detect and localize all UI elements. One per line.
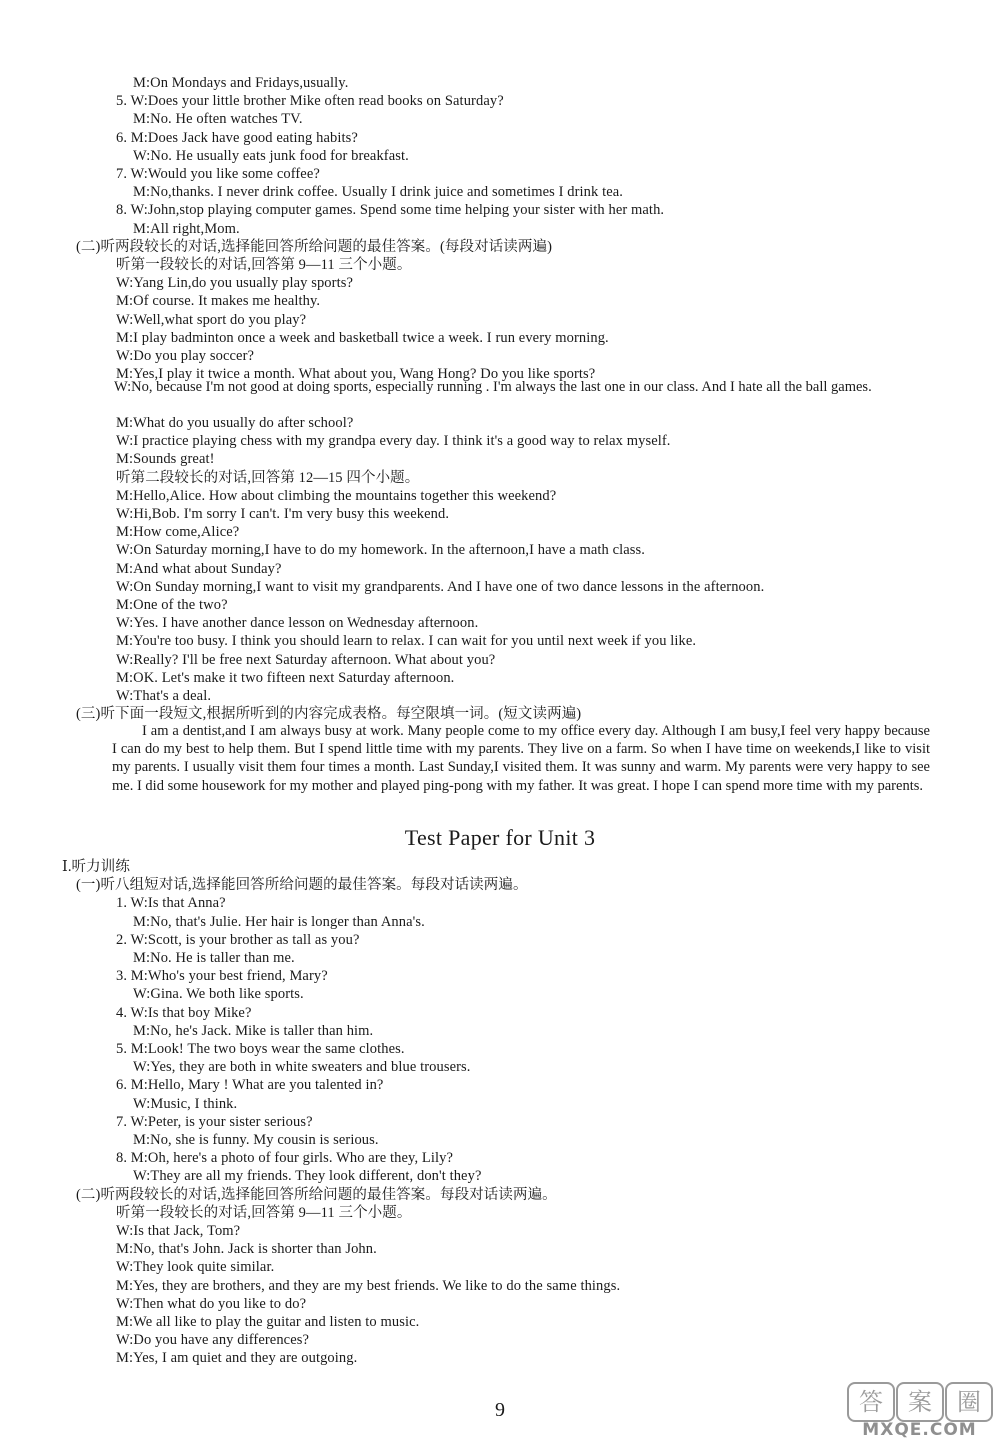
text-line: W:Is that Jack, Tom? xyxy=(116,1223,241,1239)
text-line: M:How come,Alice? xyxy=(116,524,240,541)
text-line: M:OK. Let's make it two fifteen next Saturday afternoon. xyxy=(116,669,455,686)
text-line: M:Of course. It makes me healthy. xyxy=(116,293,321,310)
text-line: M:Hello,Alice. How about climbing the mountains together this weekend? xyxy=(116,487,557,504)
text-line: 5. M:Look! The two boys wear the same clothes. xyxy=(116,1041,405,1057)
text-line: W:Gina. We both like sports. xyxy=(133,986,304,1003)
text-line: 2. W:Scott, is your brother as tall as you? xyxy=(116,931,360,948)
text-line: (三)听下面一段短文,根据所听到的内容完成表格。每空限填一词。(短文读两遍) xyxy=(76,706,582,723)
text-line: M:On Mondays and Fridays,usually. xyxy=(133,75,349,91)
text-line: W:Music, I think. xyxy=(133,1095,238,1112)
text-line: W:On Saturday morning,I have to do my homework. In the afternoon,I have a math class. xyxy=(116,542,646,559)
text-line: W:They look quite similar. xyxy=(116,1259,275,1276)
text-line: M:What do you usually do after school? xyxy=(116,415,354,431)
text-line: 听第一段较长的对话,回答第 9—11 三个小题。 xyxy=(116,1204,412,1221)
text-line: (二)听两段较长的对话,选择能回答所给问题的最佳答案。(每段对话读两遍) xyxy=(76,238,553,255)
text-line: W:Do you play soccer? xyxy=(116,348,255,364)
text-line: W:On Sunday morning,I want to visit my grandparents. And I have one of two dance lessons in the afternoon. xyxy=(116,578,765,595)
text-line: M:No, that's Julie. Her hair is longer than Anna's. xyxy=(133,913,425,930)
unit-title: Test Paper for Unit 3 xyxy=(404,825,596,850)
text-line: W:Yes, they are both in white sweaters and blue trousers. xyxy=(133,1059,471,1076)
text-line: W:Yang Lin,do you usually play sports? xyxy=(116,275,353,292)
text-line: M:Yes, I am quiet and they are outgoing. xyxy=(116,1350,358,1367)
text-line: W:Do you have any differences? xyxy=(116,1332,310,1349)
text-line: W:No. He usually eats junk food for breakfast. xyxy=(133,147,409,164)
watermark-char: 答 xyxy=(847,1382,895,1422)
text-line: 7. W:Peter, is your sister serious? xyxy=(116,1113,313,1130)
text-line: 4. W:Is that boy Mike? xyxy=(116,1004,252,1021)
text-line: M:We all like to play the guitar and listen to music. xyxy=(116,1314,420,1330)
text-line: M:No. He often watches TV. xyxy=(133,111,303,128)
text-line: 6. M:Does Jack have good eating habits? xyxy=(116,129,358,146)
text-line: M:Yes,I play it twice a month. What about you, Wang Hong? Do you like sports? xyxy=(116,366,596,383)
text-line: W:Yes. I have another dance lesson on Wednesday afternoon. xyxy=(116,615,479,632)
text-line: 6. M:Hello, Mary ! What are you talented in? xyxy=(116,1077,384,1094)
text-line: W:I practice playing chess with my grandpa every day. I think it's a good way to relax myself. xyxy=(116,433,671,450)
text-line: M:No. He is taller than me. xyxy=(133,950,295,966)
text-line: W:Really? I'll be free next Saturday afternoon. What about you? xyxy=(116,651,496,668)
dialogue-line: W:No, because I'm not good at doing sports, especially running . I'm always the last one in our class. And I hate all the ball games. xyxy=(114,379,872,395)
watermark-logo xyxy=(847,1382,992,1442)
text-line: M:I play badminton once a week and basketball twice a week. I run every morning. xyxy=(116,329,609,346)
page-number: 9 xyxy=(495,1399,505,1421)
text-line: M:No, that's John. Jack is shorter than John. xyxy=(116,1241,377,1258)
text-line: (二)听两段较长的对话,选择能回答所给问题的最佳答案。每段对话读两遍。 xyxy=(76,1186,557,1203)
text-line: Ⅰ.听力训练 xyxy=(62,859,130,875)
text-line: W:That's a deal. xyxy=(116,688,212,704)
text-line: W:Then what do you like to do? xyxy=(116,1295,307,1312)
text-line: 听第一段较长的对话,回答第 9—11 三个小题。 xyxy=(116,257,412,273)
text-line: M:You're too busy. I think you should learn to relax. I can wait for you until next week if you like. xyxy=(116,633,697,650)
watermark-char: 案 xyxy=(896,1382,944,1422)
text-line: M:Sounds great! xyxy=(116,451,215,468)
watermark-char: 圈 xyxy=(945,1382,993,1422)
text-line: 3. M:Who's your best friend, Mary? xyxy=(116,968,328,985)
text-line: (一)听八组短对话,选择能回答所给问题的最佳答案。每段对话读两遍。 xyxy=(76,877,528,894)
text-line: 1. W:Is that Anna? xyxy=(116,895,226,912)
text-line: M:No,thanks. I never drink coffee. Usually I drink juice and sometimes I drink tea. xyxy=(133,184,624,201)
listening-passage: I am a dentist,and I am always busy at work. Many people come to my office every day. Although I am busy,I feel very happy because I can do my best to help them. But I spend little time with my parents. They live on a farm. So when I have time on weekends,I like to visit my parents. I usually visit them four times a month. Last Sunday,I visited them. It was sunny and warm. My parents were very happy to see me. I did some housework for my mother and played ping-pong with my father. It was great. I hope I can spend more time with my parents. xyxy=(112,723,930,794)
text-line: M:No, she is funny. My cousin is serious. xyxy=(133,1132,379,1148)
text-line: 5. W:Does your little brother Mike often read books on Saturday? xyxy=(116,93,504,110)
text-line: 8. M:Oh, here's a photo of four girls. Who are they, Lily? xyxy=(116,1150,453,1167)
text-line: 7. W:Would you like some coffee? xyxy=(116,166,320,182)
text-line: M:No, he's Jack. Mike is taller than him. xyxy=(133,1022,374,1039)
text-line: 听第二段较长的对话,回答第 12—15 四个小题。 xyxy=(116,469,420,486)
text-line: M:One of the two? xyxy=(116,597,228,613)
watermark-url: MXQE.COM xyxy=(862,1420,977,1440)
text-line: M:Yes, they are brothers, and they are my best friends. We like to do the same things. xyxy=(116,1277,621,1294)
text-line: W:They are all my friends. They look different, don't they? xyxy=(133,1168,482,1185)
text-line: W:Well,what sport do you play? xyxy=(116,311,307,328)
text-line: 8. W:John,stop playing computer games. Spend some time helping your sister with her math. xyxy=(116,202,665,219)
text-line: M:All right,Mom. xyxy=(133,220,240,237)
text-line: M:And what about Sunday? xyxy=(116,560,282,577)
text-line: W:Hi,Bob. I'm sorry I can't. I'm very busy this weekend. xyxy=(116,506,450,522)
